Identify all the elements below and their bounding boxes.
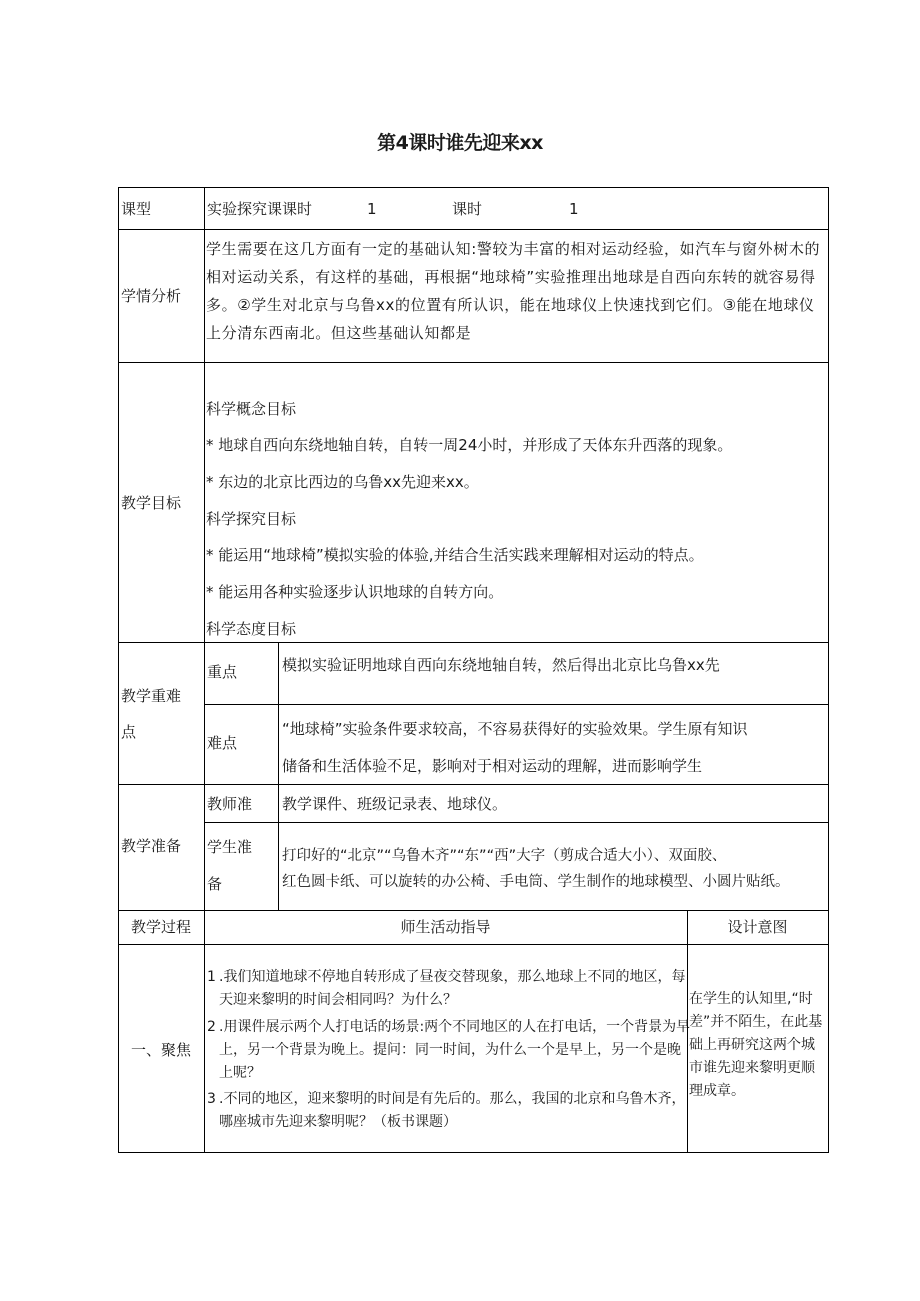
page-title: 第4课时谁先迎来xx: [377, 132, 543, 154]
step-text: .我们知道地球不停地自转形成了昼夜交替现象，那么地球上不同的地区，每天迎来黎明的时间会相同吗？为什么？: [219, 969, 686, 1008]
key-points-label-line2: 点: [121, 723, 137, 741]
course-period-label: 课时: [452, 200, 483, 218]
table-border-top: [118, 187, 829, 188]
process-header-col3: 设计意图: [727, 918, 788, 936]
row-divider: [118, 642, 829, 643]
goal-bullet: * 地球自西向东绕地轴自转，自转一周24小时，并形成了天体东升西落的现象。: [206, 436, 733, 454]
process-header-col1: 教学过程: [130, 918, 191, 936]
row-divider: [118, 362, 829, 363]
course-type-label: 课型: [121, 200, 152, 218]
step-number: 3: [207, 1091, 216, 1107]
row-divider: [118, 944, 829, 945]
student-prep-label-line2: 备: [207, 875, 223, 893]
course-hours-label: 课时: [282, 200, 313, 218]
goals-label: 教学目标: [121, 494, 182, 512]
goal-heading-attitude: 科学态度目标: [206, 620, 297, 638]
table-border-bottom: [118, 1152, 829, 1153]
row-divider: [204, 704, 829, 705]
key-point-text: 模拟实验证明地球自西向东绕地轴自转，然后得出北京比乌鲁xx先: [282, 656, 720, 674]
process-header-col2: 师生活动指导: [400, 918, 491, 936]
teacher-prep-label: 教师准: [207, 795, 253, 813]
step-number: 1: [207, 969, 216, 985]
difficulty-label: 难点: [207, 734, 238, 752]
goal-bullet: * 能运用“地球椅”模拟实验的体验,并结合生活实践来理解相对运动的特点。: [206, 546, 704, 564]
course-type-value: 实验探究课: [207, 200, 283, 218]
prep-label: 教学准备: [121, 837, 182, 855]
difficulty-text-line1: “地球椅”实验条件要求较高，不容易获得好的实验效果。学生原有知识: [282, 720, 748, 738]
focus-intent: 在学生的认知里,“时差”并不陌生，在此基础上再研究这两个城市谁先迎来黎明更顺理成章。: [689, 991, 823, 1099]
goal-bullet: * 东边的北京比西边的乌鲁xx先迎来xx。: [206, 473, 479, 491]
teacher-prep-text: 教学课件、班级记录表、地球仪。: [282, 795, 508, 813]
student-prep-text-line1: 打印好的“北京”“乌鲁木齐”“东”“西”大字（剪成合适大小）、双面胶、: [282, 848, 727, 864]
course-hours-value: 1: [367, 200, 377, 218]
key-points-label-line1: 教学重难: [121, 687, 182, 705]
step-text: .用课件展示两个人打电话的场景:两个不同地区的人在打电话，一个背景为早上，另一个背景为晚上。提问：同一时间，为什么一个是早上，另一个是晚上呢？: [219, 1019, 691, 1081]
focus-label: 一、聚焦: [130, 1041, 191, 1059]
col-divider: [204, 187, 205, 1153]
key-point-label: 重点: [207, 663, 238, 681]
col-divider: [278, 642, 279, 910]
table-border-left: [118, 187, 119, 1153]
analysis-label: 学情分析: [121, 287, 182, 305]
row-divider: [118, 910, 829, 911]
row-divider: [118, 784, 829, 785]
analysis-text: 学生需要在这几方面有一定的基础认知:警较为丰富的相对运动经验，如汽车与窗外树木的相对运动关系，有这样的基础，再根据“地球椅”实验推理出地球是自西向东转的就容易得多。②学生对北京与乌鲁xx的位置有所认识，能在地球仪上快速找到它们。③能在地球仪上分清东西南北。但这些基础认知都是: [206, 240, 821, 342]
goal-heading-inquiry: 科学探究目标: [206, 510, 297, 528]
difficulty-text-line2: 储备和生活体验不足，影响对于相对运动的理解，进而影响学生: [282, 757, 703, 775]
course-period-value: 1: [569, 200, 579, 218]
row-divider: [118, 229, 829, 230]
student-prep-text-line2: 红色圆卡纸、可以旋转的办公椅、手电筒、学生制作的地球模型、小圆片贴纸。: [282, 874, 790, 890]
row-divider: [204, 822, 829, 823]
goal-bullet: * 能运用各种实验逐步认识地球的自转方向。: [206, 583, 504, 601]
step-text: .不同的地区，迎来黎明的时间是有先后的。那么，我国的北京和乌鲁木齐，哪座城市先迎来黎明呢？（板书课题）: [219, 1091, 686, 1130]
step-number: 2: [207, 1019, 216, 1035]
goal-heading-concept: 科学概念目标: [206, 400, 297, 418]
analysis-cell: [206, 231, 827, 362]
table-border-right: [828, 187, 829, 1153]
student-prep-label-line1: 学生准: [207, 838, 253, 856]
